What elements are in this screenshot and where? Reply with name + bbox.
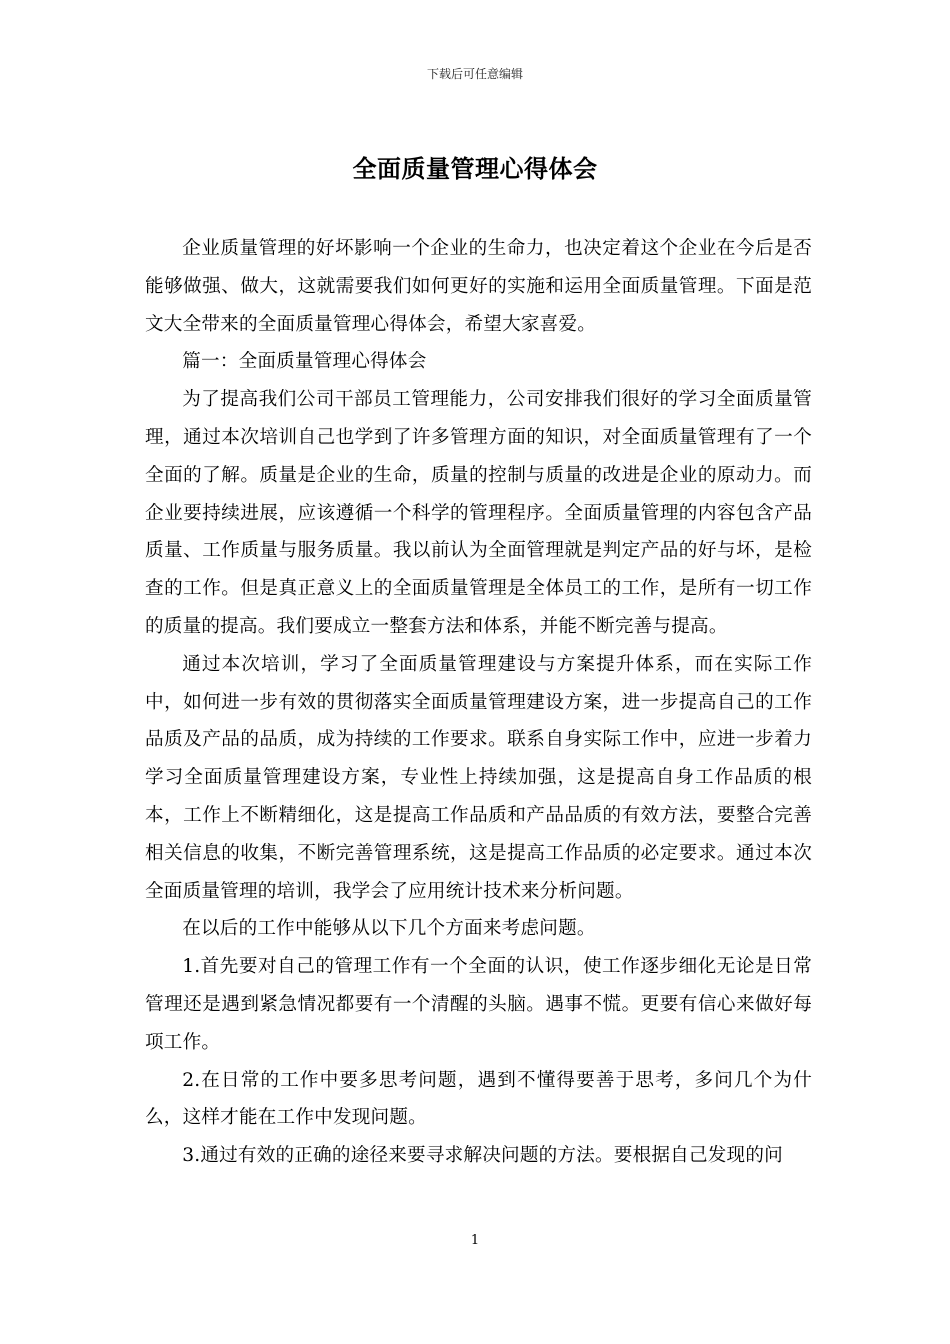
list-item: 1.首先要对自己的管理工作有一个全面的认识，使工作逐步细化无论是日常管理还是遇到紧急情况都要有一个清醒的头脑。遇事不慌。更要有信心来做好每项工作。 (145, 956, 812, 1053)
document-title: 全面质量管理心得体会 (352, 155, 598, 183)
paragraph: 通过本次培训，学习了全面质量管理建设与方案提升体系，而在实际工作中，如何进一步有效的贯彻落实全面质量管理建设方案，进一步提高自己的工作品质及产品的品质，成为持续的工作要求。联系自身实际工作中，应进一步着力学习全面质量管理建设方案，专业性上持续加强，这是提高自身工作品质的根本，工作上不断精细化，这是提高工作品质和产品品质的有效方法，要整合完善相关信息的收集，不断完善管理系统，这是提高工作品质的必定要求。通过本次全面质量管理的培训，我学会了应用统计技术来分析问题。 (145, 653, 812, 902)
header-note: 下载后可任意编辑 (426, 67, 523, 81)
paragraph: 在以后的工作中能够从以下几个方面来考虑问题。 (182, 918, 596, 940)
page-number: 1 (470, 1233, 480, 1248)
list-item: 2.在日常的工作中要多思考问题，遇到不懂得要善于思考，多问几个为什么，这样才能在工作中发现问题。 (145, 1069, 812, 1129)
paragraph-intro: 企业质量管理的好坏影响一个企业的生命力，也决定着这个企业在今后是否能够做强、做大，这就需要我们如何更好的实施和运用全面质量管理。下面是范文大全带来的全面质量管理心得体会，希望大家喜爱。 (145, 238, 812, 335)
document-body (145, 230, 812, 1175)
section-heading: 篇一：全面质量管理心得体会 (182, 351, 427, 373)
paragraph: 为了提高我们公司干部员工管理能力，公司安排我们很好的学习全面质量管理，通过本次培训自己也学到了许多管理方面的知识，对全面质量管理有了一个全面的了解。质量是企业的生命，质量的控制与质量的改进是企业的原动力。而企业要持续进展，应该遵循一个科学的管理程序。全面质量管理的内容包含产品质量、工作质量与服务质量。我以前认为全面管理就是判定产品的好与坏，是检查的工作。但是真正意义上的全面质量管理是全体员工的工作，是所有一切工作的质量的提高。我们要成立一整套方法和体系，并能不断完善与提高。 (145, 389, 812, 637)
list-item: 3.通过有效的正确的途径来要寻求解决问题的方法。要根据自己发现的问 (182, 1145, 783, 1167)
